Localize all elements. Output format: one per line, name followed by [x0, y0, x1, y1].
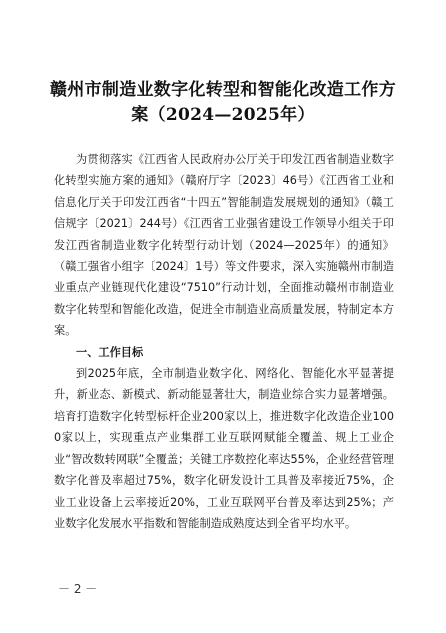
title-line-1: 赣州市制造业数字化转型和智能化改造工作方 [50, 80, 396, 100]
page-number: － 2 － [58, 582, 98, 596]
document-title [40, 78, 406, 128]
work-goals-paragraph: 到2025年底，全市制造业数字化、网络化、智能化水平显著提升，新业态、新模式、新动能显著壮大，制造业综合实力显著增强。培育打造数字化转型标杆企业200家以上，推进数字化改造企业1000家以上，实现重点产业集群工业互联网赋能全覆盖、规上工业企业“智改数转网联”全覆盖；关键工序数控化率达55%，企业经营管理数字化普及率超过75%，数字化研发设计工具普及率接近75%，企业工业设备上云率接近20%，工业互联网平台普及率达到25%；产业数字化发展水平指数和智能制造成熟度达到全省平均水平。 [54, 367, 394, 530]
document-body [54, 149, 394, 534]
section-heading-work-goals: 一、工作目标 [76, 345, 144, 359]
title-line-2: 案（2024—2025年） [131, 105, 315, 125]
intro-paragraph: 为贯彻落实《江西省人民政府办公厅关于印发江西省制造业数字化转型实施方案的通知》（赣府厅字〔2023〕46号）《江西省工业和信息化厅关于印发江西省“十四五”智能制造发展规划的通知》（赣工信规字〔2021〕244号）《江西省工业强省建设工作领导小组关于印发江西省制造业数字化转型行动计划（2024—2025年）的通知》（赣工强省小组字〔2024〕1号）等文件要求，深入实施赣州市制造业重点产业链现代化建设“7510”行动计划，全面推动赣州市制造业数字化转型和智能化改造，促进全市制造业高质量发展，特制定本方案。 [54, 153, 394, 338]
